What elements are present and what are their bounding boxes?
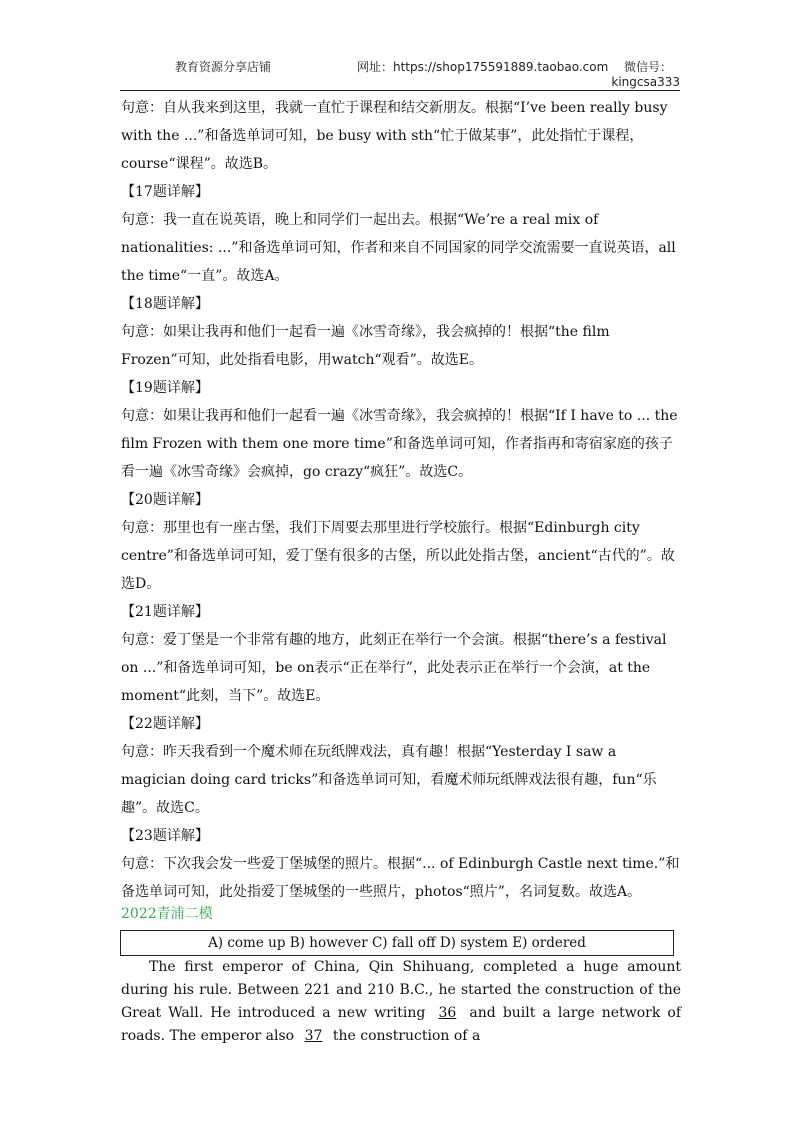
explanation-heading: 【19题详解】 [121, 380, 209, 396]
explanation-line: 句意：爱丁堡是一个非常有趣的地方，此刻正在举行一个会演。根据“there’s a festival on ...”和备选单词可知，be on表示“正在举行”，此处表示正在举行一个会演，at the moment“此刻，当下”。故选E。 [121, 632, 667, 704]
explanation-line: 句意：我一直在说英语，晚上和同学们一起出去。根据“We’re a real mix of nationalities: ...”和备选单词可知，作者和来自不同国家的同学交流需要一直说英语，all the time“一直”。故选A。 [121, 212, 676, 284]
page-header [120, 56, 680, 91]
passage-text: and built a large network of roads. The emperor also [121, 1005, 682, 1044]
section-title: 2022青浦二模 [121, 906, 213, 922]
shop-url[interactable]: 网址：https://shop175591889.taobao.com [357, 60, 609, 74]
explanation-line: 句意：那里也有一座古堡，我们下周要去那里进行学校旅行。根据“Edinburgh city centre”和备选单词可知，爱丁堡有很多的古堡，所以此处指古堡，ancient“古代的”。故选D。 [121, 520, 675, 592]
explanation-heading: 【22题详解】 [121, 716, 209, 732]
explanation-line: 句意：如果让我再和他们一起看一遍《冰雪奇缘》，我会疯掉的！根据“If I have to ... the film Frozen with them one more time”和备选单词可知，作者指再和寄宿家庭的孩子看一遍《冰雪奇缘》会疯掉，go crazy“疯狂”。故选C。 [121, 408, 678, 480]
explanation-heading: 【17题详解】 [121, 184, 209, 200]
passage-text: the construction of a [332, 1028, 481, 1044]
explanation-heading: 【23题详解】 [121, 828, 209, 844]
passage [121, 956, 681, 1048]
explanation-heading: 【18题详解】 [121, 296, 209, 312]
explanation-heading: 【20题详解】 [121, 492, 209, 508]
passage-text: The first emperor of China, Qin Shihuang, completed a huge amount during his rule. Between 221 and 210 B.C., he started the construction of the Great Wall. He introduced a new writing [121, 959, 681, 1021]
word-options-box: A) come up B) however C) fall off D) system E) ordered [120, 930, 674, 956]
explanation-heading: 【21题详解】 [121, 604, 209, 620]
explanation-line: 句意：如果让我再和他们一起看一遍《冰雪奇缘》，我会疯掉的！根据“the film Frozen”可知，此处指看电影，用watch“观看”。故选E。 [121, 324, 610, 368]
wechat-id: kingcsa333 [611, 75, 680, 89]
blank-36: 36 [438, 1005, 457, 1021]
explanation-line: 句意：自从我来到这里，我就一直忙于课程和结交新朋友。根据“I’ve been really busy with the ...”和备选单词可知，be busy with sth“忙于做某事”，此处指忙于课程，course“课程”。故选B。 [121, 100, 668, 172]
explanations [121, 94, 681, 906]
explanation-line: 句意：下次我会发一些爱丁堡城堡的照片。根据“... of Edinburgh Castle next time.”和备选单词可知，此处指爱丁堡城堡的一些照片，photos“照片”，名词复数。故选A。 [121, 856, 680, 900]
blank-37: 37 [304, 1028, 323, 1044]
shop-name: 教育资源分享店铺 [175, 60, 272, 74]
wechat-label: 微信号： [623, 60, 672, 74]
explanation-line: 句意：昨天我看到一个魔术师在玩纸牌戏法，真有趣！根据“Yesterday I saw a magician doing card tricks”和备选单词可知，看魔术师玩纸牌戏法很有趣，fun“乐趣”。故选C。 [121, 744, 657, 816]
